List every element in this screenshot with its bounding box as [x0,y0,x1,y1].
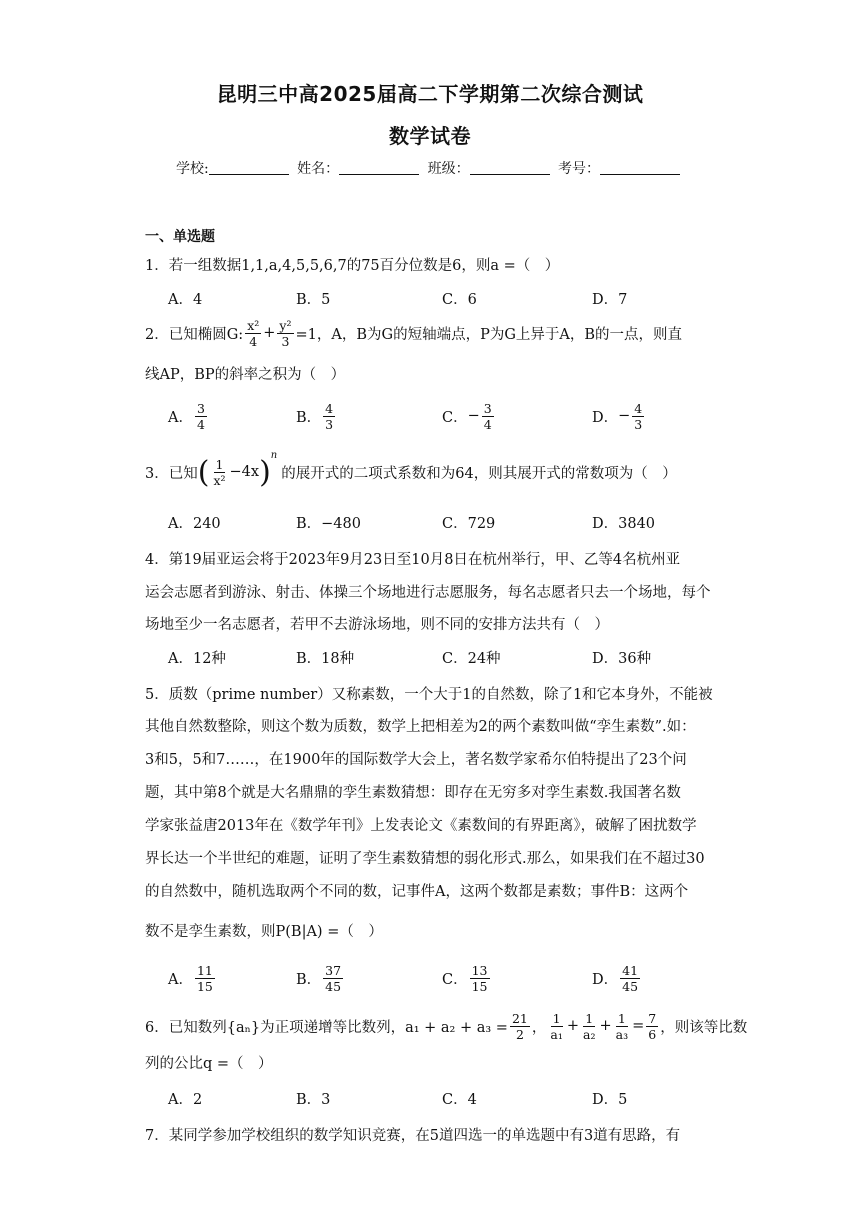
q3-frac: $\frac{1}{\text{x²}}$ [213,456,226,488]
q4-stem-line3: 场地至少一名志愿者，若甲不去游泳场地，则不同的安排方法共有（ ） [145,617,609,633]
field-school-label: 学校: [175,161,209,177]
q3-option-b[interactable]: B．−480 [296,515,361,532]
q4-stem-line2: 运会志愿者到游泳、射击、体操三个场地进行志愿服务，每名志愿者只去一个场地，每个 [145,585,711,601]
exam-title: 昆明三中高2025届高二下学期第二次综合测试 [216,82,644,106]
q1-options [168,278,728,318]
q6-option-a[interactable]: A．2 [168,1091,203,1108]
q5-option-a[interactable]: A． $\frac{11}{15}$ [168,962,213,994]
q2-stem-b: =1，A，B为G的短轴端点，P为G上异于A，B的一点，则直 [295,326,683,343]
section-title: 一、单选题 [145,229,215,245]
q1-option-a[interactable]: A．4 [168,291,203,308]
field-school-blank[interactable] [209,160,289,175]
q6-options [168,1078,728,1118]
q1-option-d[interactable]: D．7 [592,291,628,308]
q5-stem-line8: 数不是孪生素数，则P(B|A) =（ ） [145,924,383,940]
q2-stem-a: 2．已知椭圆G: [145,326,244,343]
q2-option-b[interactable]: B． $\frac{4}{3}$ [296,400,334,432]
q4-option-c[interactable]: C．24种 [442,650,501,667]
q3-options [168,502,728,542]
q2-frac-x: $\frac{\text{x²}}{4}$ [247,317,260,349]
q3-stem-b: 的展开式的二项式系数和为64，则其展开式的常数项为（ ） [281,465,677,482]
q5-option-d[interactable]: D． $\frac{41}{45}$ [592,962,639,994]
q4-stem-line1: 4．第19届亚运会将于2023年9月23日至10月8日在杭州举行，甲、乙等4名杭州亚 [145,552,681,568]
q5-options [168,958,728,998]
q6-stem-line2: 列的公比q =（ ） [145,1056,273,1072]
q5-stem-line6: 界长达一个半世纪的难题，证明了孪生素数猜想的弱化形式.那么，如果我们在不超过30 [145,851,705,867]
field-class-label: 班级： [427,161,470,177]
q3-option-a[interactable]: A．240 [168,515,221,532]
q4-option-a[interactable]: A．12种 [168,650,226,667]
q2-options [168,396,728,436]
q5-option-b[interactable]: B． $\frac{37}{45}$ [296,962,342,994]
student-info [0,158,860,178]
field-class-blank[interactable] [470,160,550,175]
exam-subtitle: 数学试卷 [389,124,471,148]
q7-stem-line1: 7．某同学参加学校组织的数学知识竞赛，在5道四选一的单选题中有3道有思路，有 [145,1128,681,1144]
q6-stem-a: 6．已知数列{aₙ}为正项递增等比数列，a₁ + a₂ + a₃ = [145,1019,508,1036]
field-name-blank[interactable] [339,160,419,175]
field-id-label: 考号： [558,161,601,177]
q1-option-c[interactable]: C．6 [442,291,477,308]
q6-option-b[interactable]: B．3 [296,1091,331,1108]
q2-frac-y: $\frac{\text{y²}}{3}$ [279,317,292,349]
q6-option-c[interactable]: C．4 [442,1091,477,1108]
q5-stem-line5: 学家张益唐2013年在《数学年刊》上发表论文《素数间的有界距离》，破解了困扰数学 [145,818,697,834]
q2-option-c[interactable]: C． − $\frac{3}{4}$ [442,400,492,432]
q3-stem-a: 3．已知 [145,465,198,482]
field-id-blank[interactable] [600,160,680,175]
q5-stem-line3: 3和5，5和7……，在1900年的国际数学大会上，著名数学家希尔伯特提出了23个问 [145,752,687,768]
q5-stem-line4: 题，其中第8个就是大名鼎鼎的孪生素数猜想：即存在无穷多对孪生素数.我国著名数 [145,785,681,801]
q3-option-d[interactable]: D．3840 [592,515,656,532]
q5-stem-line2: 其他自然数整除，则这个数为质数，数学上把相差为2的两个素数叫做“孪生素数”.如： [145,719,696,735]
q4-option-d[interactable]: D．36种 [592,650,652,667]
q6-stem-line1: 6．已知数列{aₙ}为正项递增等比数列，a₁ + a₂ + a₃ = $\frac{21}{2}$ ， $\frac{1}{\text{a₁}}$ + $\frac{1}{\text{a₂}}$ + $\frac{1}{\text{a₃}}$ = $\frac{7}{6}$ ，则该等比数 [145,1010,748,1042]
q3-stem: 3．已知 ( $\frac{1}{\text{x²}}$ −4x ) n 的展开式的二项式系数和为64，则其展开式的常数项为（ ） [145,450,677,490]
q3-exponent: n [270,450,278,461]
field-name-label: 姓名： [297,161,340,177]
q6-option-d[interactable]: D．5 [592,1091,628,1108]
q6-stem-c: ，则该等比数 [660,1019,748,1036]
q2-option-d[interactable]: D． − $\frac{4}{3}$ [592,400,643,432]
q2-stem-line2: 线AP，BP的斜率之积为（ ） [145,367,346,383]
q5-option-c[interactable]: C． $\frac{13}{15}$ [442,962,488,994]
q4-option-b[interactable]: B．18种 [296,650,355,667]
q4-options [168,637,728,677]
q5-stem-line7: 的自然数中，随机选取两个不同的数，记事件A，这两个数都是素数；事件B：这两个 [145,884,689,900]
q2-stem-line1: 2．已知椭圆G: $\frac{\text{x²}}{4}$ + $\frac{\text{y²}}{3}$ =1，A，B为G的短轴端点，P为G上异于A，B的一点，则直 [145,317,683,349]
q5-stem-line1: 5．质数（prime number）又称素数，一个大于1的自然数，除了1和它本身外，不能被 [145,687,713,703]
q1-stem: 1．若一组数据1,1,a,4,5,5,6,7的75百分位数是6，则a =（ ） [145,258,560,274]
q2-option-a[interactable]: A． $\frac{3}{4}$ [168,400,205,432]
q1-option-b[interactable]: B．5 [296,291,331,308]
q3-option-c[interactable]: C．729 [442,515,496,532]
